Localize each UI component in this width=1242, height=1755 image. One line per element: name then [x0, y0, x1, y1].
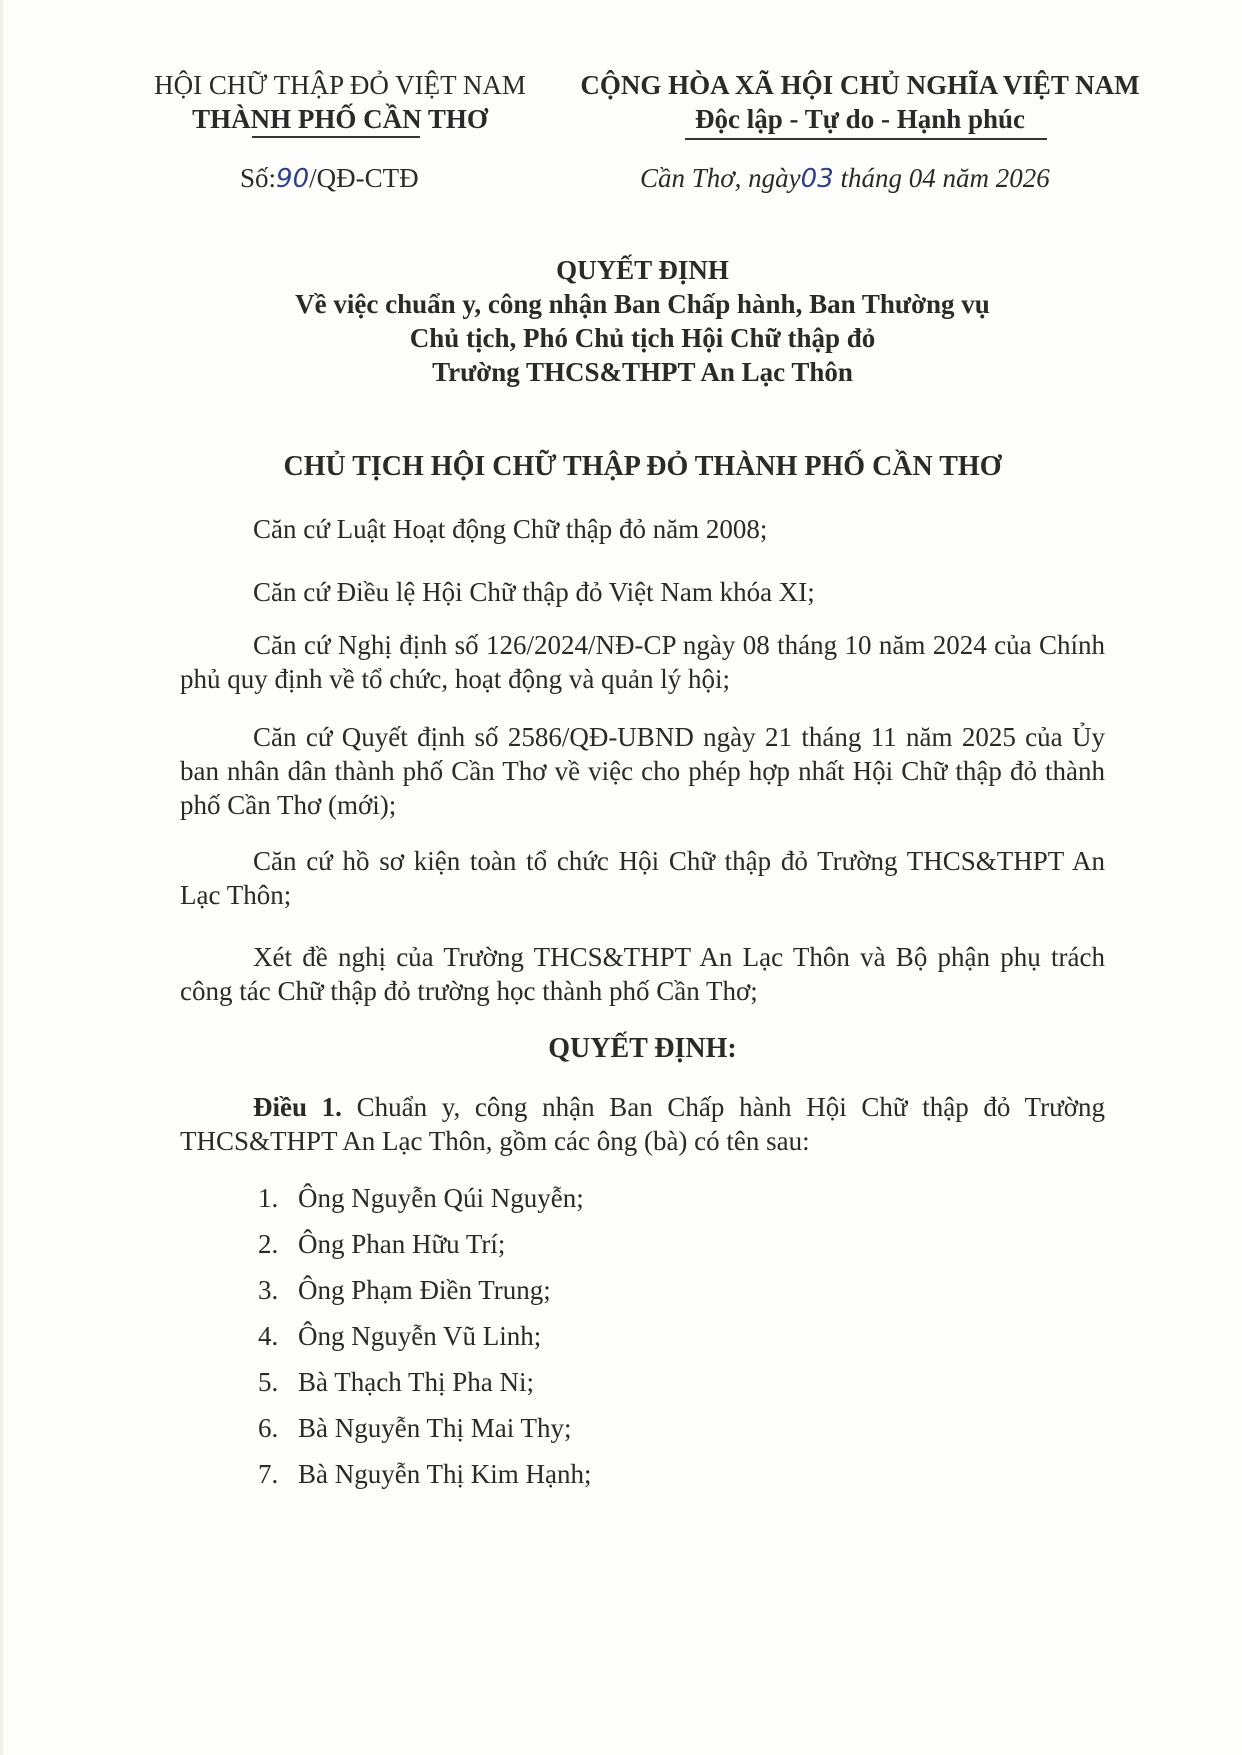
article-1-text: Chuẩn y, công nhận Ban Chấp hành Hội Chữ thập đỏ Trường THCS&THPT An Lạc Thôn, gồm các ông (bà) có tên sau:	[180, 1092, 1105, 1156]
decision-heading: QUYẾT ĐỊNH:	[548, 1033, 737, 1064]
org-line-2: THÀNH PHỐ CẦN THƠ	[192, 104, 488, 134]
title-sub-1: Về việc chuẩn y, công nhận Ban Chấp hành, Ban Thường vụ	[295, 289, 990, 319]
doc-number-prefix: Số:	[240, 163, 277, 193]
basis-paragraph: Căn cứ hồ sơ kiện toàn tổ chức Hội Chữ thập đỏ Trường THCS&THPT An Lạc Thôn;	[180, 846, 1105, 910]
authority-heading: CHỦ TỊCH HỘI CHỮ THẬP ĐỎ THÀNH PHỐ CẦN THƠ	[283, 451, 1002, 482]
list-item: 4. Ông Nguyễn Vũ Linh;	[258, 1321, 542, 1351]
basis-paragraph: Xét đề nghị của Trường THCS&THPT An Lạc Thôn và Bộ phận phụ trách công tác Chữ thập đỏ trường học thành phố Cần Thơ;	[180, 942, 1105, 1006]
title-block	[180, 253, 1105, 389]
list-item: 2. Ông Phan Hữu Trí;	[258, 1229, 506, 1259]
list-item: 7. Bà Nguyễn Thị Kim Hạnh;	[258, 1459, 592, 1489]
list-item: 6. Bà Nguyễn Thị Mai Thy;	[258, 1413, 572, 1443]
nation-line-1: CỘNG HÒA XÃ HỘI CHỦ NGHĨA VIỆT NAM	[580, 70, 1140, 100]
basis-paragraph: Căn cứ Luật Hoạt động Chữ thập đỏ năm 2008;	[253, 514, 768, 544]
page-edge	[0, 0, 3, 1755]
nation-line-2: Độc lập - Tự do - Hạnh phúc	[694, 104, 1026, 134]
list-item: 3. Ông Phạm Điền Trung;	[258, 1275, 551, 1305]
org-line-1: HỘI CHỮ THẬP ĐỎ VIỆT NAM	[154, 70, 526, 100]
date-prefix: Cần Thơ, ngày	[640, 163, 801, 193]
basis-paragraph: Căn cứ Điều lệ Hội Chữ thập đỏ Việt Nam khóa XI;	[253, 577, 815, 607]
list-item: 5. Bà Thạch Thị Pha Ni;	[258, 1367, 534, 1397]
national-motto	[565, 68, 1155, 136]
title-sub-3: Trường THCS&THPT An Lạc Thôn	[432, 357, 853, 387]
article-1	[180, 1090, 1105, 1158]
title-heading: QUYẾT ĐỊNH	[556, 255, 729, 285]
date-day-handwritten: 03	[800, 164, 834, 194]
org-underline	[252, 136, 420, 138]
basis-paragraph: Căn cứ Quyết định số 2586/QĐ-UBND ngày 21 tháng 11 năm 2025 của Ủy ban nhân dân thành phố Cần Thơ về việc cho phép hợp nhất Hội Chữ thập đỏ thành phố Cần Thơ (mới);	[180, 722, 1105, 820]
issuing-organization	[140, 68, 540, 136]
motto-underline	[685, 138, 1047, 140]
document-number	[240, 163, 419, 194]
document-date	[640, 163, 1050, 194]
title-sub-2: Chủ tịch, Phó Chủ tịch Hội Chữ thập đỏ	[409, 323, 876, 353]
basis-paragraph: Căn cứ Nghị định số 126/2024/NĐ-CP ngày 08 tháng 10 năm 2024 của Chính phủ quy định về tổ chức, hoạt động và quản lý hội;	[180, 630, 1105, 694]
list-item: 1. Ông Nguyễn Qúi Nguyễn;	[258, 1183, 584, 1213]
date-suffix: tháng 04 năm 2026	[840, 163, 1050, 193]
article-1-label: Điều 1.	[253, 1092, 342, 1122]
doc-number-suffix: /QĐ-CTĐ	[309, 163, 419, 193]
doc-number-handwritten: 90	[276, 164, 310, 194]
